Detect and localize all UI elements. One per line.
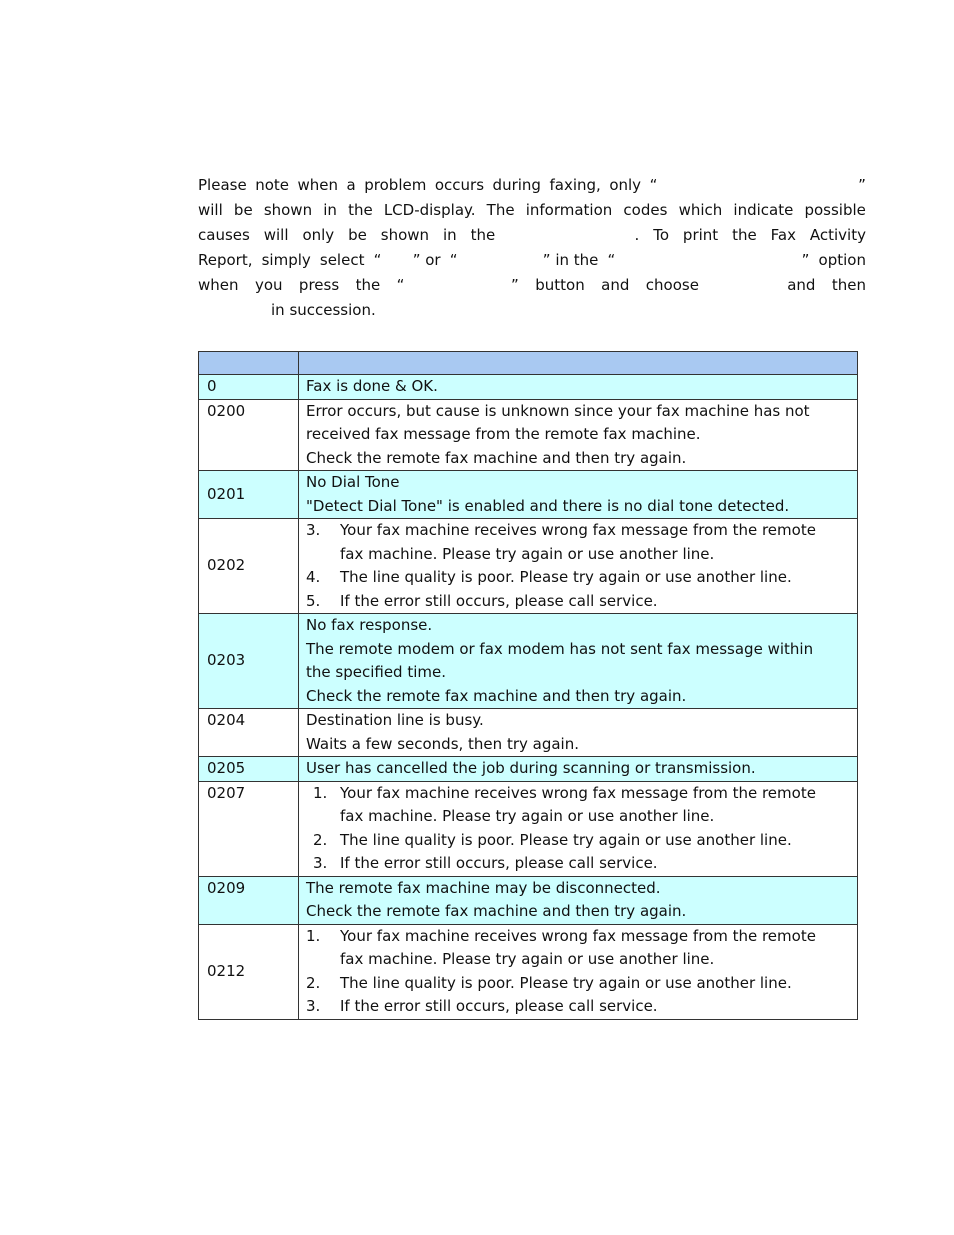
- intro-line-1: [198, 173, 866, 198]
- description-cell: [299, 471, 858, 519]
- word: and: [787, 276, 816, 294]
- word: “: [449, 251, 458, 269]
- word: the: [470, 226, 496, 244]
- description-line: fax machine. Please try again or use another line.: [340, 807, 715, 825]
- list-number: 1.: [306, 926, 321, 945]
- word: select: [319, 251, 365, 269]
- description-cell: [299, 876, 858, 924]
- intro-line-5: [198, 273, 866, 298]
- word: indicate: [733, 201, 794, 219]
- header-cell-code: [199, 352, 299, 375]
- word: “: [373, 251, 382, 269]
- code-cell: 0204: [199, 709, 299, 757]
- description-line: Error occurs, but cause is unknown since your fax machine has not: [306, 401, 810, 420]
- intro-paragraph: [198, 173, 866, 323]
- list-item: [306, 829, 850, 853]
- word: The: [486, 201, 515, 219]
- code-cell: 0207: [199, 781, 299, 876]
- word: and: [601, 276, 630, 294]
- intro-line-6: [198, 298, 866, 323]
- list-item: [306, 925, 850, 972]
- list-item: [306, 972, 850, 996]
- list-number: 2.: [306, 973, 321, 992]
- word: ”: [511, 276, 519, 294]
- description-line: Your fax machine receives wrong fax message from the remote: [340, 521, 816, 539]
- word: when: [297, 176, 339, 194]
- word: option: [818, 251, 866, 269]
- list-number: 3.: [306, 997, 321, 1015]
- list-number: 1.: [313, 783, 328, 802]
- list-text: If the error still occurs, please call service.: [340, 591, 658, 610]
- description-line: received fax message from the remote fax machine.: [306, 425, 701, 443]
- code-cell: 0212: [199, 924, 299, 1019]
- numbered-list: [306, 519, 850, 613]
- word: problem: [364, 176, 427, 194]
- word: shown: [380, 226, 430, 244]
- description-line: No Dial Tone: [306, 473, 400, 491]
- list-number: 3.: [313, 854, 328, 872]
- list-item: [306, 519, 850, 566]
- table-row: [199, 757, 858, 782]
- word: the: [355, 276, 381, 294]
- word: will: [198, 201, 223, 219]
- list-text: If the error still occurs, please call service.: [340, 997, 658, 1015]
- description-cell: [299, 781, 858, 876]
- list-text: [340, 925, 850, 972]
- description-line: Destination line is busy.: [306, 711, 484, 729]
- list-number: 3.: [306, 521, 321, 539]
- intro-line-4: [198, 248, 866, 273]
- list-text: The line quality is poor. Please try again or use another line.: [340, 568, 792, 586]
- description-line: No fax response.: [306, 616, 433, 634]
- word: in: [323, 201, 337, 219]
- list-number: 4.: [306, 568, 321, 586]
- table-row: [199, 614, 858, 709]
- table-header-row: [199, 352, 858, 375]
- list-number: 5.: [306, 591, 321, 610]
- list-text: [340, 782, 850, 829]
- list-item: [306, 995, 850, 1019]
- description-cell: [299, 375, 858, 400]
- description-line: The remote modem or fax modem has not sent fax message within: [306, 639, 814, 658]
- word: faxing,: [549, 176, 601, 194]
- word: print: [682, 226, 719, 244]
- word: note: [255, 176, 289, 194]
- description-line: Fax is done & OK.: [306, 377, 438, 395]
- description-line: Your fax machine receives wrong fax message from the remote: [340, 926, 816, 945]
- description-line: "Detect Dial Tone" is enabled and there is no dial tone detected.: [306, 496, 790, 515]
- description-line: Check the remote fax machine and then try again.: [306, 902, 687, 920]
- description-line: Your fax machine receives wrong fax message from the remote: [340, 783, 816, 802]
- list-text: If the error still occurs, please call service.: [340, 854, 658, 872]
- word: only: [609, 176, 642, 194]
- word: the: [348, 201, 373, 219]
- word: Activity: [809, 226, 866, 244]
- word: .: [634, 226, 640, 244]
- table-row: [199, 519, 858, 614]
- intro-line-2: [198, 198, 866, 223]
- table-row: [199, 781, 858, 876]
- description-cell: [299, 924, 858, 1019]
- code-cell: 0: [199, 375, 299, 400]
- code-cell: 0209: [199, 876, 299, 924]
- word: then: [831, 276, 866, 294]
- word: “: [649, 176, 658, 194]
- description-line: Waits a few seconds, then try again.: [306, 734, 579, 753]
- word: ” in the: [542, 251, 599, 269]
- word: To: [653, 226, 669, 244]
- word: button: [535, 276, 585, 294]
- word: possible: [804, 201, 866, 219]
- header-cell-description: [299, 352, 858, 375]
- code-cell: 0201: [199, 471, 299, 519]
- word: when: [198, 276, 239, 294]
- description-cell: [299, 757, 858, 782]
- description-line: fax machine. Please try again or use another line.: [340, 950, 715, 968]
- list-text: The line quality is poor. Please try again or use another line.: [340, 830, 792, 849]
- description-line: User has cancelled the job during scanning or transmission.: [306, 759, 756, 777]
- description-cell: [299, 614, 858, 709]
- table-row: [199, 709, 858, 757]
- list-item: [306, 566, 850, 590]
- description-line: Check the remote fax machine and then try again.: [306, 448, 687, 467]
- list-item: [306, 852, 850, 876]
- word: be: [233, 201, 253, 219]
- table-row: [199, 924, 858, 1019]
- word: which: [678, 201, 723, 219]
- word: “: [607, 251, 616, 269]
- word: you: [254, 276, 283, 294]
- numbered-list: [306, 925, 850, 1019]
- description-line: fax machine. Please try again or use another line.: [340, 544, 715, 563]
- table-row: [199, 375, 858, 400]
- word: be: [348, 226, 367, 244]
- code-cell: 0205: [199, 757, 299, 782]
- intro-line-3: [198, 223, 866, 248]
- word: will: [263, 226, 289, 244]
- table-row: [199, 399, 858, 471]
- word: in succession.: [271, 301, 376, 319]
- word: Fax: [770, 226, 796, 244]
- word: Report,: [198, 251, 253, 269]
- description-cell: [299, 709, 858, 757]
- description-line: the specified time.: [306, 663, 446, 681]
- word: press: [298, 276, 340, 294]
- table-row: [199, 471, 858, 519]
- description-line: Check the remote fax machine and then try again.: [306, 686, 687, 705]
- word: in: [442, 226, 457, 244]
- word: information: [525, 201, 613, 219]
- list-item: [306, 782, 850, 829]
- word: “: [396, 276, 405, 294]
- word: during: [492, 176, 541, 194]
- numbered-list: [306, 782, 850, 876]
- info-code-table: [198, 351, 858, 1020]
- word: ”: [801, 251, 810, 269]
- code-cell: 0203: [199, 614, 299, 709]
- list-item: [306, 590, 850, 614]
- word: choose: [645, 276, 699, 294]
- description-line: The remote fax machine may be disconnected.: [306, 878, 661, 897]
- code-cell: 0202: [199, 519, 299, 614]
- word: causes: [198, 226, 250, 244]
- word: occurs: [434, 176, 485, 194]
- word: codes: [623, 201, 668, 219]
- list-text: The line quality is poor. Please try again or use another line.: [340, 973, 792, 992]
- word: LCD-display.: [383, 201, 476, 219]
- word: Please: [198, 176, 247, 194]
- word: simply: [261, 251, 311, 269]
- word: ” or: [412, 251, 441, 269]
- description-cell: [299, 399, 858, 471]
- word: the: [732, 226, 757, 244]
- description-cell: [299, 519, 858, 614]
- word: only: [302, 226, 335, 244]
- list-text: [340, 519, 850, 566]
- word: ”: [858, 176, 866, 194]
- word: shown: [263, 201, 313, 219]
- table-row: [199, 876, 858, 924]
- code-cell: 0200: [199, 399, 299, 471]
- word: a: [346, 176, 356, 194]
- list-number: 2.: [313, 830, 328, 849]
